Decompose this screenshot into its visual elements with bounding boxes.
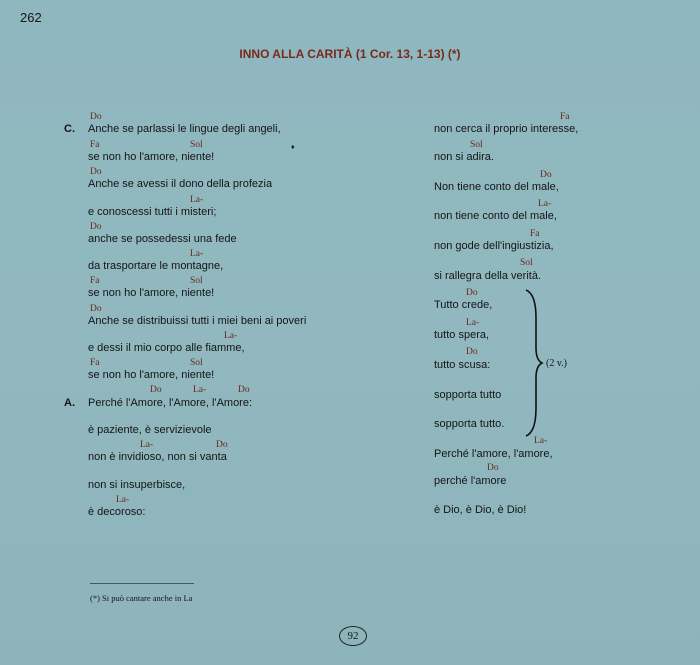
chord: Do (466, 347, 478, 357)
chord: Sol (190, 276, 203, 286)
ink-mark: ♦ (291, 144, 295, 151)
page-number: 262 (20, 10, 42, 25)
lyric-line: perché l'amore (434, 475, 507, 487)
lyric-line: tutto scusa: (434, 359, 491, 371)
chord: Fa (90, 276, 100, 286)
lyric-line: è Dio, è Dio, è Dio! (434, 504, 527, 516)
chord: La- (466, 318, 480, 328)
chord: Fa (530, 229, 540, 239)
lyric-line: è paziente, è servizievole (88, 424, 212, 436)
lyric-line: anche se possedessi una fede (88, 233, 237, 245)
chord: La- (116, 495, 130, 505)
chord: La- (534, 436, 548, 446)
footnote: (*) Si può cantare anche in La (90, 593, 193, 603)
lyric-line: non è invidioso, non si vanta (88, 451, 227, 463)
lyric-line: è decoroso: (88, 506, 146, 518)
role-cantor: C. (64, 123, 75, 135)
lyric-line: e conoscessi tutti i misteri; (88, 206, 217, 218)
chord: Do (487, 463, 499, 473)
chord: Do (238, 385, 250, 395)
chord: Do (90, 222, 102, 232)
chord: Do (466, 288, 478, 298)
lyric-line: Perché l'amore, l'amore, (434, 448, 553, 460)
lyric-line: non tiene conto del male, (434, 210, 557, 222)
lyric-line: sopporta tutto (434, 389, 502, 401)
chord: Do (540, 170, 552, 180)
chord: Sol (520, 258, 533, 268)
lyric-line: Tutto crede, (434, 299, 493, 311)
lyric-line: se non ho l'amore, niente! (88, 369, 215, 381)
chord: Do (216, 440, 228, 450)
lyric-line: non gode dell'ingiustizia, (434, 240, 554, 252)
repeat-marker: (2 v.) (546, 358, 568, 369)
lyric-line: si rallegra della verità. (434, 270, 541, 282)
lyric-line: e dessi il mio corpo alle fiamme, (88, 342, 245, 354)
chord: Sol (190, 140, 203, 150)
chord: Fa (560, 112, 570, 122)
lyric-line: sopporta tutto. (434, 418, 505, 430)
lyric-line: non si adira. (434, 151, 494, 163)
lyric-line: se non ho l'amore, niente! (88, 151, 215, 163)
chord: Sol (190, 358, 203, 368)
hymn-title: INNO ALLA CARITÀ (1 Cor. 13, 1-13) (*) (239, 47, 461, 61)
lyric-line: da trasportare le montagne, (88, 260, 224, 272)
chord: La- (140, 440, 154, 450)
role-assembly: A. (64, 397, 75, 409)
lyric-line: non cerca il proprio interesse, (434, 123, 579, 135)
chord: La- (190, 195, 204, 205)
chord: La- (193, 385, 207, 395)
chord: La- (224, 331, 238, 341)
chord: Fa (90, 140, 100, 150)
chord: La- (190, 249, 204, 259)
lyric-line: Perché l'Amore, l'Amore, l'Amore: (88, 397, 253, 409)
folio-number: 92 (339, 626, 367, 646)
lyric-line: Anche se distribuissi tutti i miei beni ai poveri (88, 315, 307, 327)
lyric-line: Non tiene conto del male, (434, 181, 559, 193)
chord: La- (538, 199, 552, 209)
chord: Do (90, 304, 102, 314)
lyric-line: Anche se parlassi le lingue degli angeli, (88, 123, 281, 135)
lyric-line: se non ho l'amore, niente! (88, 287, 215, 299)
footnote-rule (90, 583, 194, 584)
chord: Sol (470, 140, 483, 150)
chord: Do (150, 385, 162, 395)
chord: Fa (90, 358, 100, 368)
lyric-line: Anche se avessi il dono della profezia (88, 178, 273, 190)
lyric-line: tutto spera, (434, 329, 490, 341)
lyric-line: non si insuperbisce, (88, 479, 186, 491)
repeat-brace (522, 288, 544, 438)
chord: Do (90, 167, 102, 177)
chord: Do (90, 112, 102, 122)
